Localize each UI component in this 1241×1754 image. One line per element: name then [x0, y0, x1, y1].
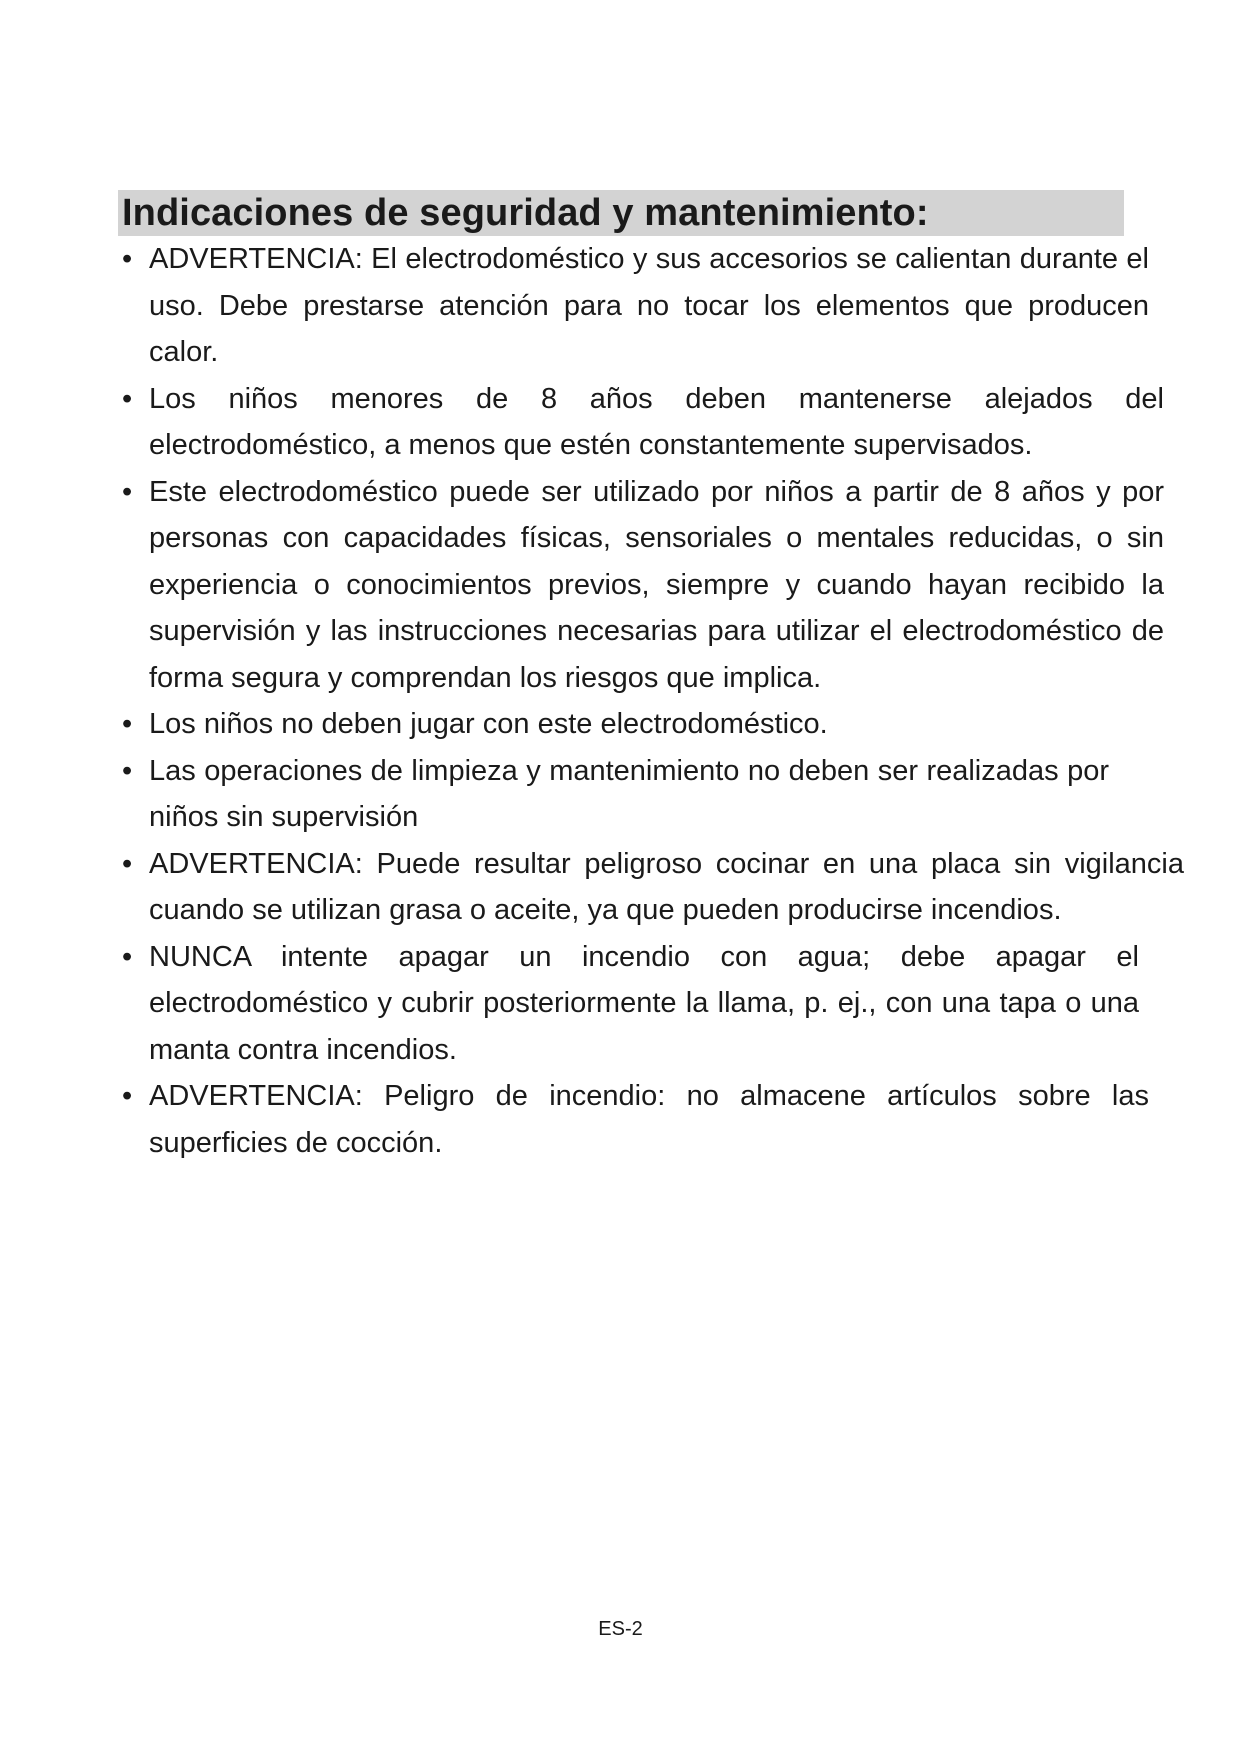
list-item — [118, 841, 1184, 934]
list-item-text: Los niños no deben jugar con este electrodoméstico. — [149, 708, 828, 740]
list-item-text: ADVERTENCIA: Peligro de incendio: no almacene artículos sobre las superficies de cocción. — [149, 1080, 1149, 1159]
bullet-icon: • — [122, 708, 133, 740]
bullet-icon: • — [122, 940, 133, 973]
safety-list — [118, 236, 1184, 1166]
list-item-text: NUNCA intente apagar un incendio con agua; debe apagar el electrodoméstico y cubrir posteriormente la llama, p. ej., con una tapa o una manta contra incendios. — [149, 940, 1139, 1066]
list-item — [118, 376, 1164, 469]
bullet-icon: • — [122, 475, 133, 508]
list-item-text: Los niños menores de 8 años deben mantenerse alejados del electrodoméstico, a menos que estén constantemente supervisados. — [149, 382, 1164, 461]
bullet-icon: • — [122, 243, 133, 275]
list-item-text: ADVERTENCIA: El electrodoméstico y sus accesorios se calientan durante el uso. Debe prestarse atención para no tocar los elementos que producen calor. — [149, 243, 1149, 368]
bullet-icon: • — [122, 847, 133, 880]
list-item — [118, 1073, 1149, 1166]
list-item — [118, 236, 1149, 376]
list-item-text: Este electrodoméstico puede ser utilizado por niños a partir de 8 años y por personas con capacidades físicas, sensoriales o mentales reducidas, o sin experiencia o conocimientos previos, siempre y cuando hayan recibido la supervisión y las instrucciones necesarias para utilizar el electrodoméstico de forma segura y comprendan los riesgos que implica. — [149, 475, 1164, 694]
list-item — [118, 748, 1109, 841]
list-item-text: ADVERTENCIA: Puede resultar peligroso cocinar en una placa sin vigilancia cuando se utilizan grasa o aceite, ya que pueden producirse incendios. — [149, 847, 1184, 926]
bullet-icon: • — [122, 754, 133, 787]
list-item — [118, 701, 1149, 748]
section-title: Indicaciones de seguridad y mantenimiento: — [118, 190, 1124, 236]
page-number: ES-2 — [598, 1618, 643, 1640]
safety-section — [118, 190, 1184, 1166]
bullet-icon: • — [122, 1080, 133, 1112]
list-item — [118, 469, 1164, 702]
bullet-icon: • — [122, 382, 133, 415]
list-item-text: Las operaciones de limpieza y mantenimiento no deben ser realizadas por niños sin supervisión — [149, 754, 1109, 833]
list-item — [118, 934, 1139, 1074]
